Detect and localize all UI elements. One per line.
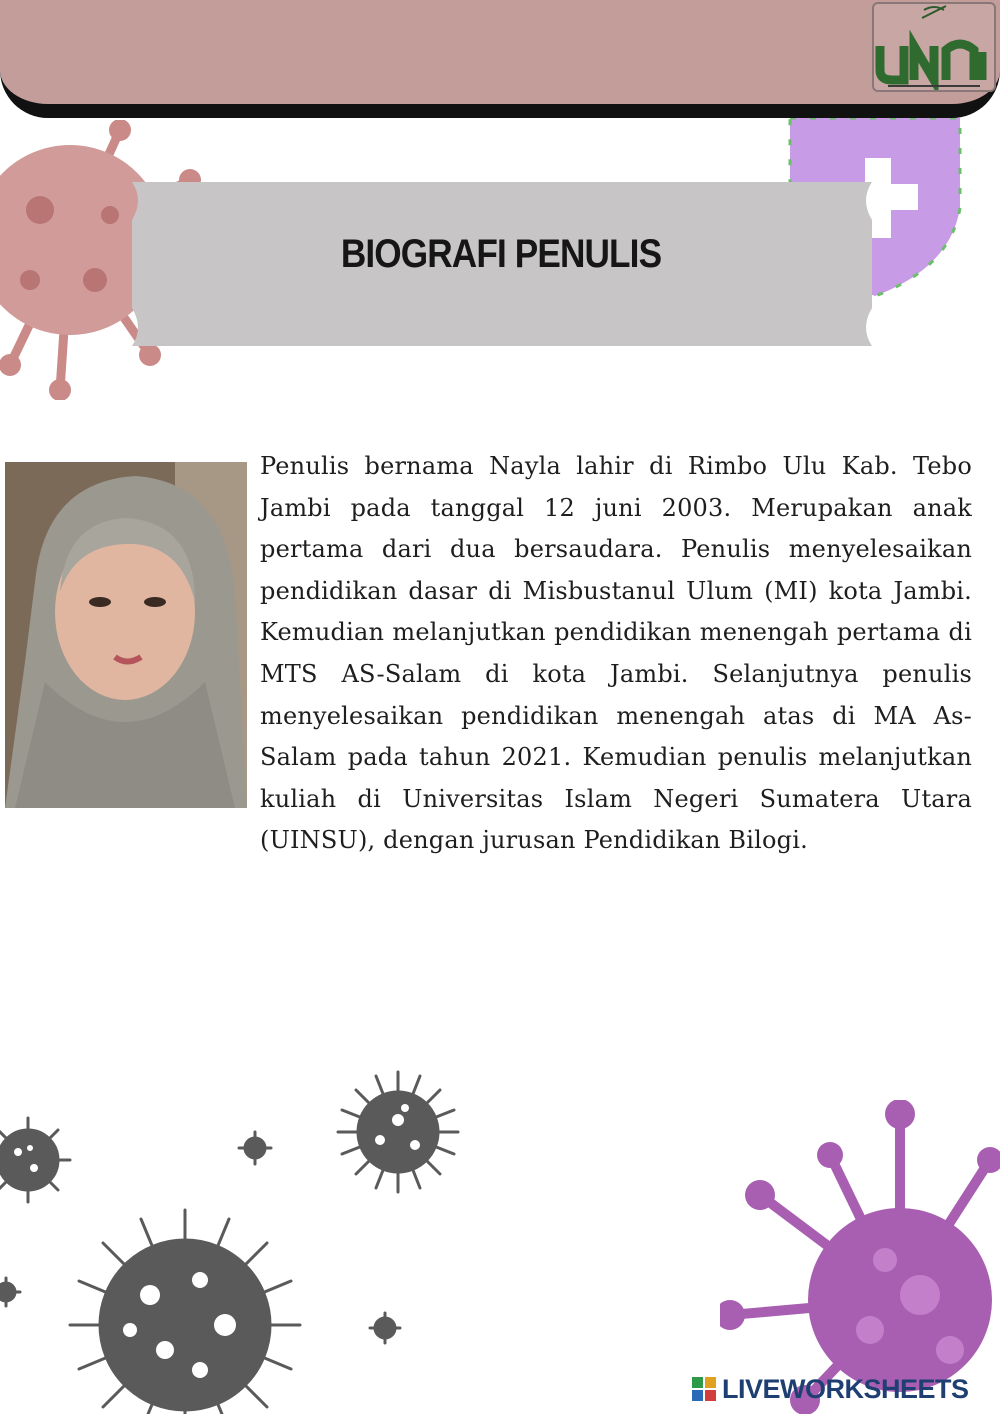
biography-text: Penulis bernama Nayla lahir di Rimbo Ulu Kab. Tebo Jambi pada tanggal 12 juni 2003. Merupakan anak pertama dari dua bersaudara. Penulis menyelesaikan pendidikan dasar di Misbustanul Ulum (MI) kota Jambi. Kemudian melanjutkan pendidikan menengah pertama di MTS AS-Salam di kota Jambi. Selanjutnya penulis menyelesaikan pendidikan menengah atas di MA As-Salam pada tahun 2021. Kemudian penulis melanjutkan kuliah di Universitas Islam Negeri Sumatera Utara (UINSU), dengan jurusan Pendidikan Bilogi. [260,452,972,855]
header-band [0,0,1000,118]
virus-decoration-bottom-purple [720,1100,1000,1414]
virus-decoration-bottom-gray [0,1060,470,1414]
liveworksheets-watermark [692,1374,969,1404]
author-photo [5,462,247,808]
uin-logo [872,2,996,92]
watermark-text: LIVEWORKSHEETS [722,1373,969,1404]
page-title: BIOGRAFI PENULIS [340,232,662,276]
liveworksheets-icon [692,1377,716,1401]
uin-logo-graphic [874,4,994,90]
